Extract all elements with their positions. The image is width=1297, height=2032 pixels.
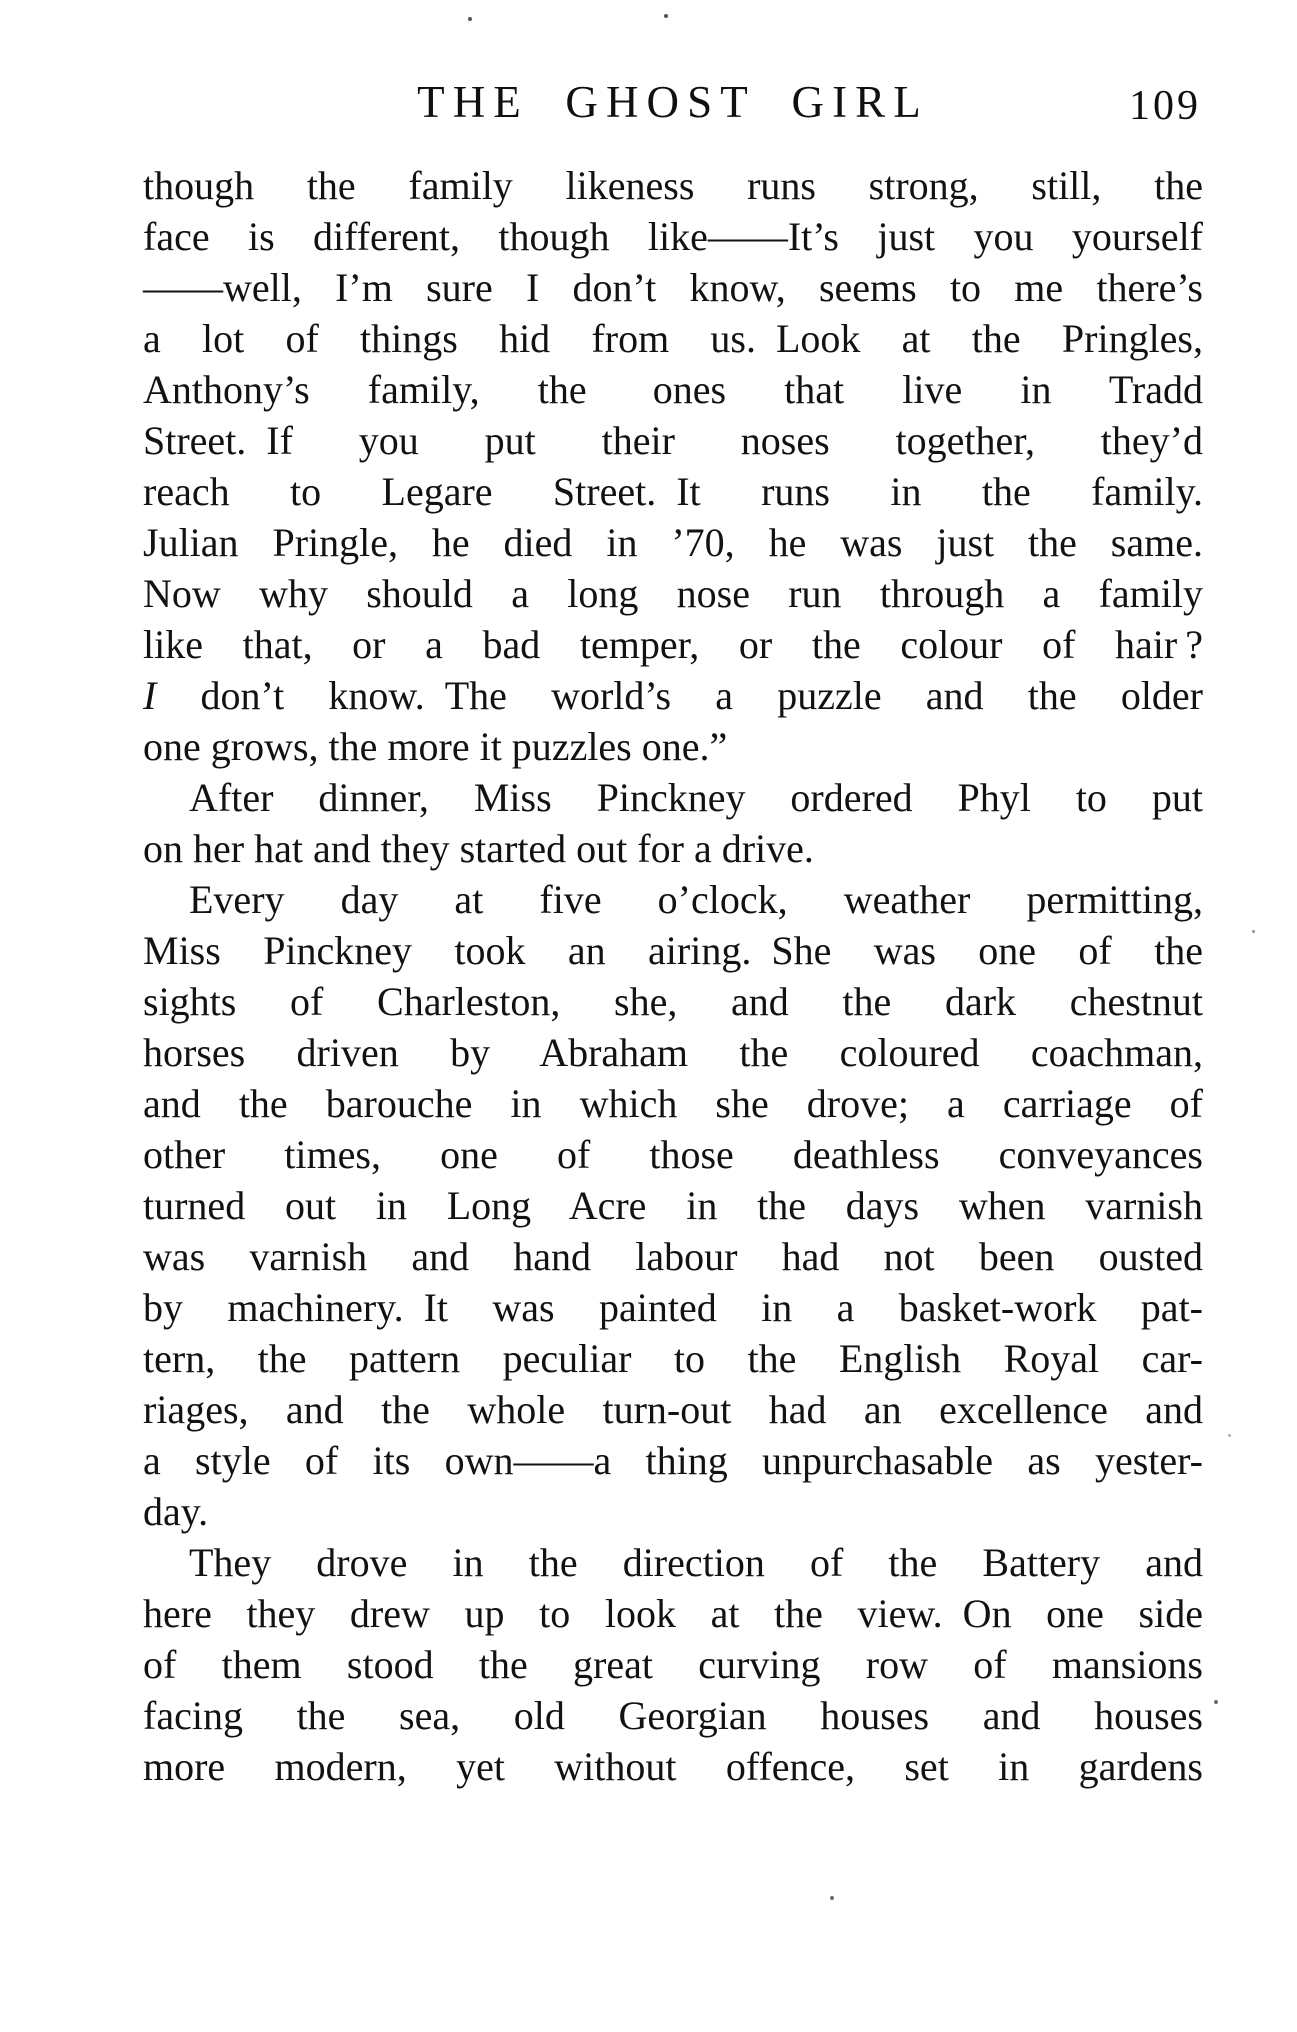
text-line: riages, and the whole turn-out had an excellence and bbox=[143, 1387, 1203, 1432]
text-line: more modern, yet without offence, set in gardens bbox=[143, 1744, 1203, 1789]
scan-speck bbox=[1228, 1434, 1231, 1437]
text-line: Now why should a long nose run through a family bbox=[143, 571, 1203, 616]
paragraph bbox=[143, 874, 1203, 1537]
text-line: other times, one of those deathless conveyances bbox=[143, 1132, 1203, 1177]
running-title: THE GHOST GIRL bbox=[417, 77, 929, 127]
text-line: like that, or a bad temper, or the colour of hair ? bbox=[143, 622, 1203, 667]
text-line: turned out in Long Acre in the days when varnish bbox=[143, 1183, 1203, 1228]
body-text bbox=[143, 160, 1203, 1792]
text-line: Julian Pringle, he died in ’70, he was just the same. bbox=[143, 520, 1203, 565]
text-line: I don’t know. The world’s a puzzle and the older bbox=[143, 673, 1203, 718]
text-line: of them stood the great curving row of mansions bbox=[143, 1642, 1203, 1687]
text-line: They drove in the direction of the Battery and bbox=[189, 1540, 1203, 1585]
text-line: facing the sea, old Georgian houses and houses bbox=[143, 1693, 1203, 1738]
text-line: day. bbox=[143, 1489, 209, 1534]
scan-speck bbox=[664, 14, 668, 18]
paragraph bbox=[143, 1537, 1203, 1792]
text-line: one grows, the more it puzzles one.” bbox=[143, 724, 728, 769]
paragraph bbox=[143, 772, 1203, 874]
text-line: Anthony’s family, the ones that live in Tradd bbox=[143, 367, 1203, 412]
text-line: Miss Pinckney took an airing. She was one of the bbox=[143, 928, 1203, 973]
paragraph bbox=[143, 160, 1203, 772]
text-line: tern, the pattern peculiar to the English Royal car- bbox=[143, 1336, 1203, 1381]
text-line: on her hat and they started out for a drive. bbox=[143, 826, 814, 871]
text-line: horses driven by Abraham the coloured coachman, bbox=[143, 1030, 1203, 1075]
text-line: ——well, I’m sure I don’t know, seems to me there’s bbox=[143, 265, 1203, 310]
scan-speck bbox=[468, 17, 472, 21]
text-line: Street. If you put their noses together, they’d bbox=[143, 418, 1203, 463]
text-line: Every day at five o’clock, weather permitting, bbox=[189, 877, 1203, 922]
scan-speck bbox=[1214, 1700, 1218, 1704]
text-line: a lot of things hid from us. Look at the Pringles, bbox=[143, 316, 1203, 361]
text-line: though the family likeness runs strong, still, the bbox=[143, 163, 1203, 208]
scan-speck bbox=[1252, 930, 1255, 933]
text-line: here they drew up to look at the view. On one side bbox=[143, 1591, 1203, 1636]
page-number: 109 bbox=[1129, 83, 1201, 129]
text-line: was varnish and hand labour had not been ousted bbox=[143, 1234, 1203, 1279]
text-line: sights of Charleston, she, and the dark chestnut bbox=[143, 979, 1203, 1024]
text-line: reach to Legare Street. It runs in the family. bbox=[143, 469, 1203, 514]
text-line: face is different, though like——It’s just you yourself bbox=[143, 214, 1203, 259]
page-header bbox=[143, 76, 1203, 138]
scan-speck bbox=[830, 1896, 834, 1900]
text-line: by machinery. It was painted in a basket-work pat- bbox=[143, 1285, 1203, 1330]
text-line: After dinner, Miss Pinckney ordered Phyl to put bbox=[189, 775, 1203, 820]
text-line: and the barouche in which she drove; a carriage of bbox=[143, 1081, 1203, 1126]
text-line: a style of its own——a thing unpurchasable as yester- bbox=[143, 1438, 1203, 1483]
